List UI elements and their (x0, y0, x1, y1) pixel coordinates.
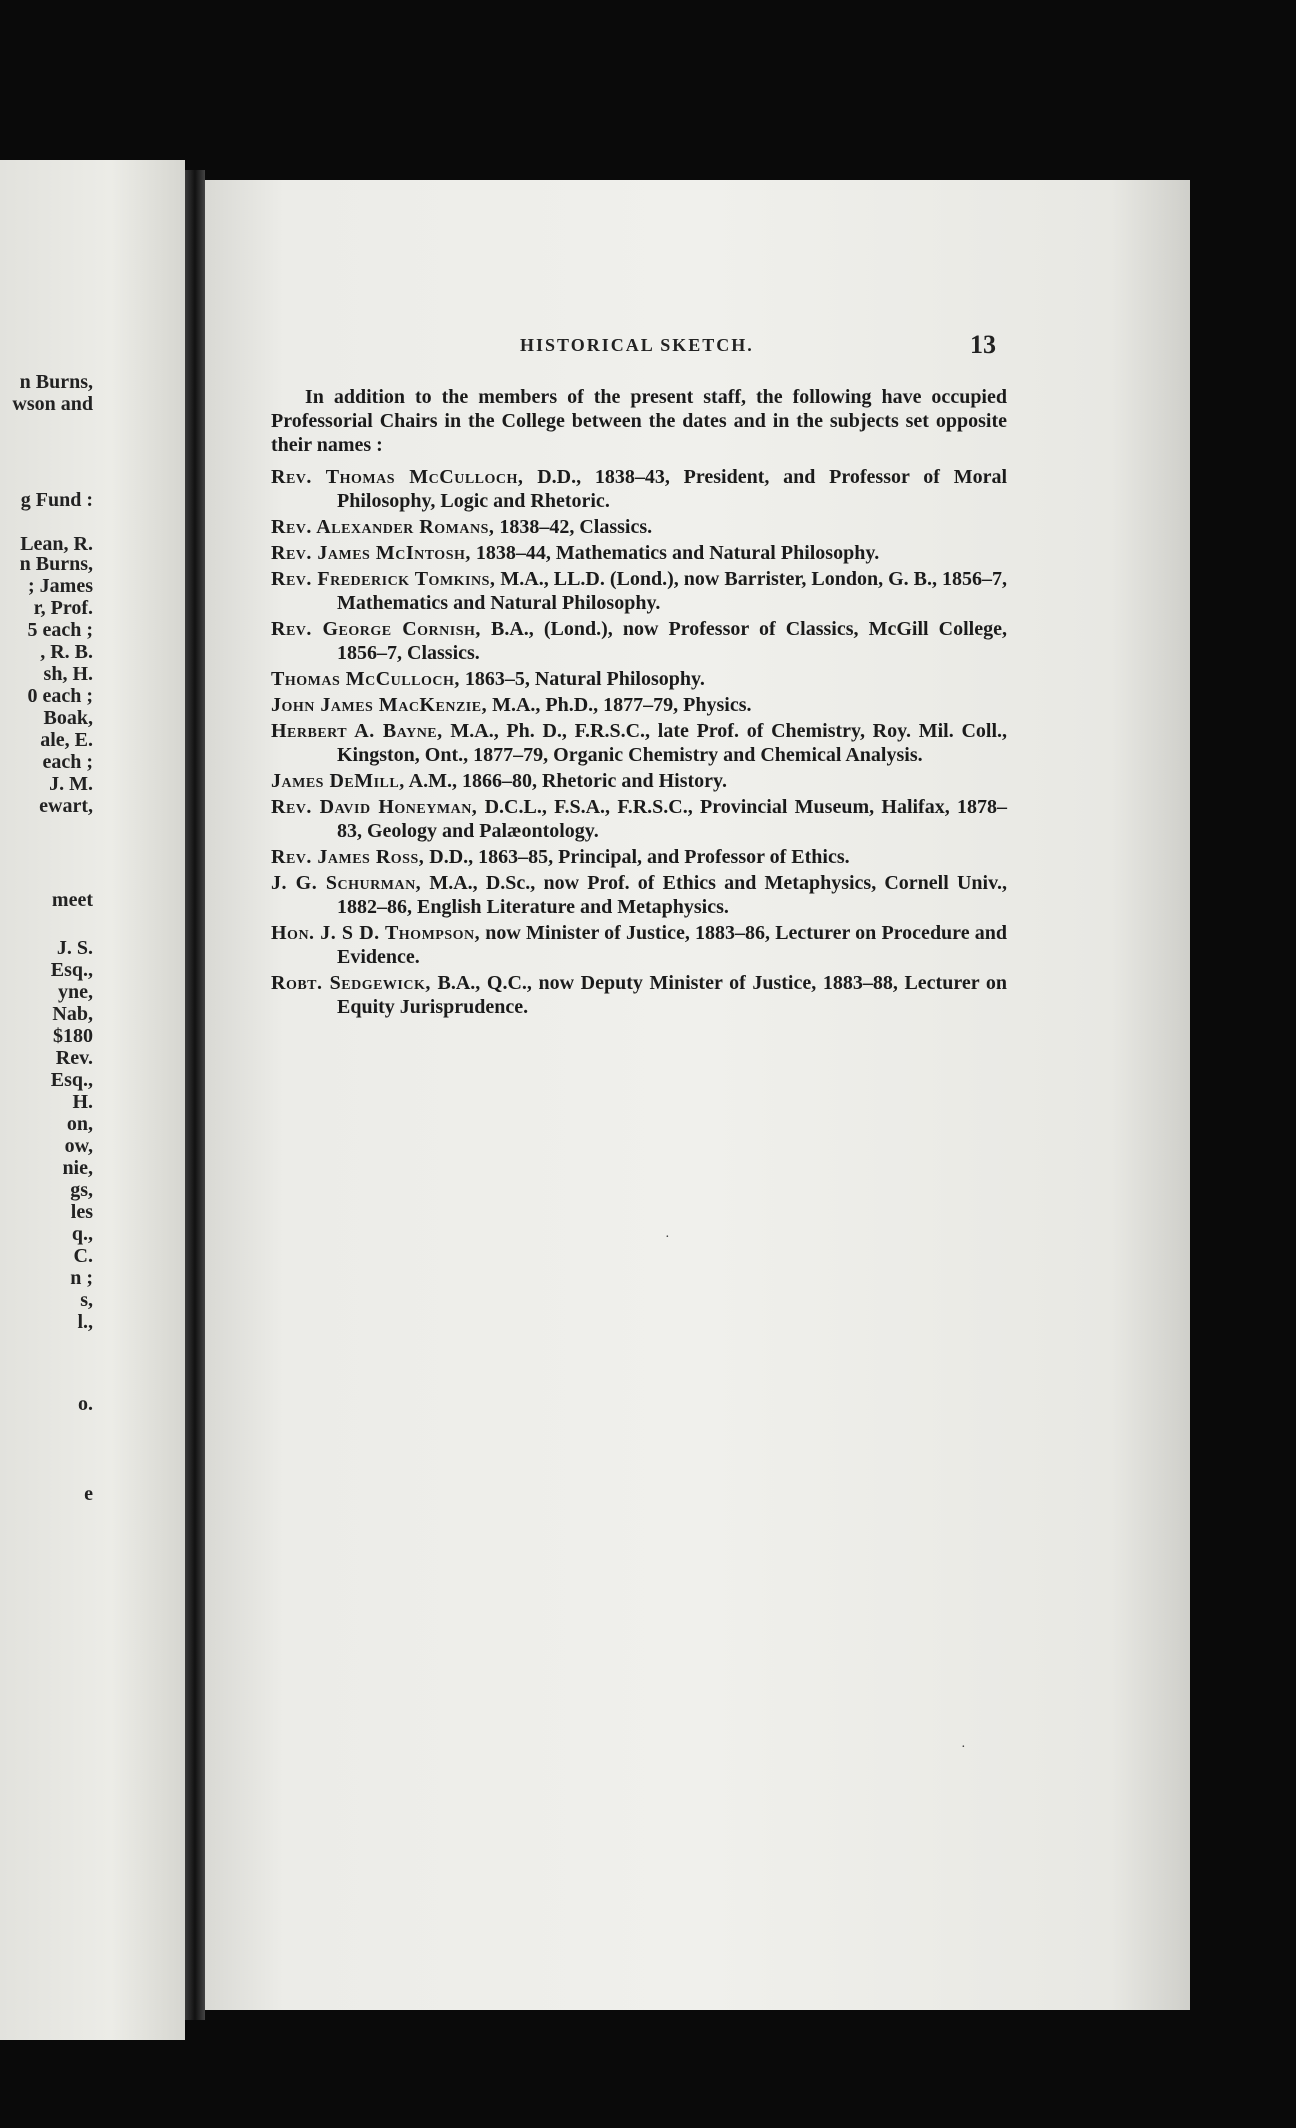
facing-page-fragment: ; James (28, 575, 93, 597)
professor-name: James DeMill, (271, 770, 405, 792)
professor-name: Rev. George Cornish, (271, 618, 481, 640)
professor-details: B.A., Q.C., now Deputy Minister of Justice, 1883–88, Lecturer on Equity Jurisprudence. (337, 972, 1007, 1018)
facing-page-fragment: $180 (53, 1025, 93, 1047)
intro-paragraph: In addition to the members of the present staff, the following have occupied Professorial Chairs in the College between the dates and in the subjects set opposite their names : (271, 386, 1007, 456)
facing-page-fragment: o. (78, 1393, 93, 1415)
facing-page-fragment: ewart, (39, 795, 93, 817)
facing-page-fragment: , R. B. (40, 641, 93, 663)
professor-list (271, 465, 1007, 1019)
professor-name: Rev. James Ross, (271, 846, 425, 868)
facing-page-fragment: wson and (12, 393, 93, 415)
professor-entry (271, 769, 1007, 793)
professor-entry (271, 971, 1007, 1019)
professor-details: now Minister of Justice, 1883–86, Lecturer on Procedure and Evidence. (337, 922, 1007, 968)
facing-page-fragment: ale, E. (40, 729, 93, 751)
professor-details: M.A., D.Sc., now Prof. of Ethics and Metaphysics, Cornell Univ., 1882–86, English Literature and Metaphysics. (337, 872, 1007, 918)
professor-entry (271, 667, 1007, 691)
facing-page-fragment: Lean, R. (20, 533, 93, 555)
page-speck: · (961, 1740, 966, 1755)
professor-entry (271, 795, 1007, 843)
professor-entry (271, 719, 1007, 767)
facing-page-fragment: sh, H. (43, 663, 93, 685)
facing-page-fragment: on, (66, 1113, 93, 1135)
professor-entry (271, 617, 1007, 665)
facing-page-fragment: 5 each ; (27, 619, 93, 641)
facing-page-fragment: s, (80, 1289, 93, 1311)
professor-entry (271, 871, 1007, 919)
professor-details: 1863–5, Natural Philosophy. (459, 668, 705, 690)
professor-details: D.D., 1863–85, Principal, and Professor of Ethics. (424, 846, 850, 868)
professor-details: A.M., 1866–80, Rhetoric and History. (404, 770, 727, 792)
facing-page-fragment: Boak, (43, 707, 93, 729)
facing-page-fragment: g Fund : (20, 489, 93, 511)
professor-entry (271, 921, 1007, 969)
facing-page-fragment: H. (72, 1091, 93, 1113)
professor-name: Thomas McCulloch, (271, 668, 460, 690)
professor-name: Robt. Sedgewick, (271, 972, 431, 994)
facing-page-fragment: e (84, 1483, 93, 1505)
professor-name: J. G. Schurman, (271, 872, 422, 894)
facing-page-fragment: n Burns, (19, 371, 93, 393)
facing-page-fragment: nie, (62, 1157, 93, 1179)
facing-page-fragment: ow, (64, 1135, 93, 1157)
facing-page-fragment: yne, (58, 981, 93, 1003)
professor-name: John James MacKenzie, (271, 694, 488, 716)
facing-page-fragment: Esq., (50, 959, 93, 981)
facing-page-fragment: n Burns, (19, 553, 93, 575)
page-body (271, 385, 1007, 1021)
professor-entry (271, 515, 1007, 539)
professor-details: B.A., (Lond.), now Professor of Classics, McGill College, 1856–7, Classics. (337, 618, 1007, 664)
professor-details: D.D., 1838–43, President, and Professor of Moral Philosophy, Logic and Rhetoric. (337, 466, 1008, 512)
professor-entry (271, 465, 1007, 513)
professor-details: 1838–42, Classics. (494, 516, 653, 538)
facing-page-fragment: J. S. (56, 937, 93, 959)
page-speck: · (665, 1230, 670, 1245)
facing-page-fragment: J. M. (49, 773, 93, 795)
professor-details: M.A., Ph. D., F.R.S.C., late Prof. of Chemistry, Roy. Mil. Coll., Kingston, Ont., 1877–79, Organic Chemistry and Chemical Analysis. (337, 720, 1008, 766)
professor-name: Rev. James McIntosh, (271, 542, 471, 564)
professor-entry (271, 845, 1007, 869)
facing-page-fragment: q., (71, 1223, 93, 1245)
book-page (205, 180, 1190, 2010)
book-gutter (185, 170, 205, 2020)
professor-details: M.A., LL.D. (Lond.), now Barrister, London, G. B., 1856–7, Mathematics and Natural Philosophy. (337, 568, 1007, 614)
professor-name: Rev. Thomas McCulloch, (271, 466, 524, 488)
professor-name: Rev. David Honeyman, (271, 796, 478, 818)
professor-name: Hon. J. S D. Thompson, (271, 922, 481, 944)
running-head: HISTORICAL SKETCH. (520, 335, 754, 355)
facing-page-fragment: l., (77, 1311, 93, 1333)
facing-page-fragment: n ; (70, 1267, 93, 1289)
facing-page-fragment: r, Prof. (33, 597, 93, 619)
facing-page-fragment: les (70, 1201, 93, 1223)
professor-details: 1838–44, Mathematics and Natural Philosophy. (470, 542, 880, 564)
facing-page-fragment: gs, (70, 1179, 93, 1201)
professor-details: D.C.L., F.S.A., F.R.S.C., Provincial Museum, Halifax, 1878–83, Geology and Palæontology. (337, 796, 1007, 842)
professor-name: Rev. Frederick Tomkins, (271, 568, 496, 590)
facing-page-fragment: 0 each ; (27, 685, 93, 707)
professor-details: M.A., Ph.D., 1877–79, Physics. (487, 694, 752, 716)
professor-entry (271, 541, 1007, 565)
facing-page-left (0, 160, 185, 2040)
facing-page-fragment: C. (73, 1245, 93, 1267)
professor-entry (271, 567, 1007, 615)
facing-page-fragment: meet (51, 889, 93, 911)
facing-page-fragment: Rev. (55, 1047, 93, 1069)
facing-page-fragment: Nab, (52, 1003, 93, 1025)
facing-page-fragment: Esq., (50, 1069, 93, 1091)
facing-page-fragment: each ; (42, 751, 93, 773)
page-number: 13 (970, 330, 996, 359)
professor-entry (271, 693, 1007, 717)
professor-name: Rev. Alexander Romans, (271, 516, 495, 538)
professor-name: Herbert A. Bayne, (271, 720, 443, 742)
